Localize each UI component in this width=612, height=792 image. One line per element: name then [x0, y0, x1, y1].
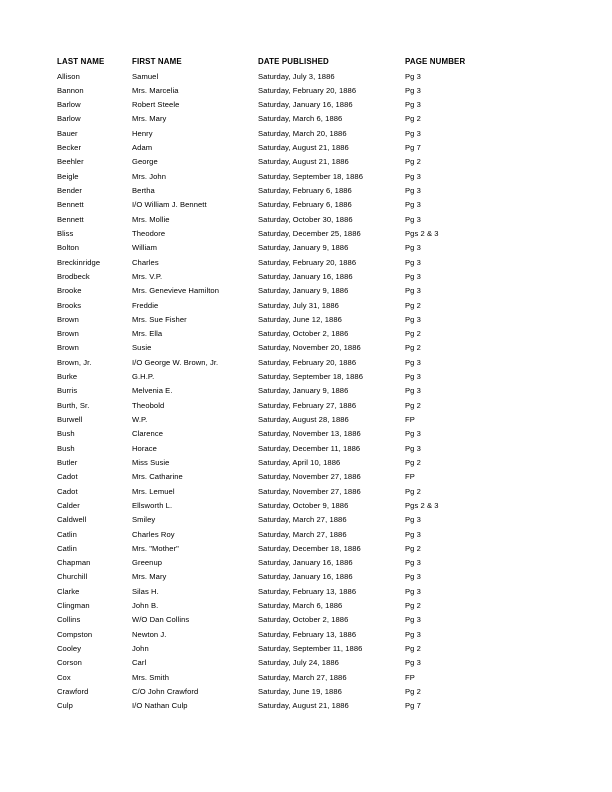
cell-first-name: Greenup: [132, 558, 163, 568]
cell-date-published: Saturday, October 2, 1886: [258, 329, 349, 339]
cell-last-name: Brooke: [57, 286, 82, 296]
table-row: [57, 384, 557, 398]
cell-date-published: Saturday, January 16, 1886: [258, 558, 353, 568]
cell-first-name: William: [132, 243, 157, 253]
cell-first-name: Theobold: [132, 400, 165, 410]
cell-last-name: Brown, Jr.: [57, 357, 92, 367]
cell-last-name: Barlow: [57, 100, 81, 110]
table-row: [57, 98, 557, 112]
table-row: [57, 270, 557, 284]
cell-last-name: Cooley: [57, 644, 82, 653]
table-row: [57, 284, 557, 298]
cell-first-name: I/O Nathan Culp: [132, 701, 188, 711]
cell-date-published: Saturday, October 2, 1886: [258, 615, 349, 625]
cell-first-name: Mrs. Ella: [132, 329, 163, 339]
table-row: [57, 542, 557, 556]
cell-last-name: Brown: [57, 343, 79, 353]
cell-page-number: Pg 2: [405, 686, 421, 696]
cell-last-name: Bolton: [57, 243, 79, 253]
cell-last-name: Burke: [57, 372, 78, 382]
cell-first-name: Miss Susie: [132, 457, 170, 467]
cell-date-published: Saturday, March 27, 1886: [258, 515, 347, 525]
cell-last-name: Beehler: [57, 157, 84, 167]
table-row: [57, 155, 557, 169]
cell-date-published: Saturday, January 9, 1886: [258, 243, 349, 253]
cell-last-name: Clingman: [57, 601, 90, 611]
cell-date-published: Saturday, August 21, 1886: [258, 701, 349, 711]
cell-last-name: Clarke: [57, 586, 80, 596]
cell-first-name: Mrs. Marcelia: [132, 85, 179, 95]
cell-page-number: Pg 3: [405, 257, 421, 267]
cell-last-name: Butler: [57, 457, 78, 467]
cell-date-published: Saturday, September 11, 1886: [258, 644, 363, 653]
table-row: [57, 570, 557, 584]
cell-first-name: Clarence: [132, 429, 163, 439]
cell-page-number: Pg 7: [405, 701, 421, 711]
cell-first-name: Mrs. John: [132, 171, 167, 181]
cell-page-number: Pg 3: [405, 572, 421, 582]
cell-first-name: W.P.: [132, 415, 148, 424]
cell-first-name: I/O William J. Bennett: [132, 200, 207, 210]
table-row: [57, 456, 557, 470]
cell-page-number: Pg 3: [405, 128, 421, 138]
table-header: [57, 54, 557, 70]
table-row: [57, 699, 557, 713]
cell-last-name: Bush: [57, 429, 75, 439]
cell-date-published: Saturday, April 10, 1886: [258, 457, 341, 467]
cell-last-name: Catlin: [57, 529, 77, 539]
cell-date-published: Saturday, November 13, 1886: [258, 429, 361, 439]
cell-date-published: Saturday, December 18, 1886: [258, 543, 361, 553]
cell-page-number: Pg 2: [405, 601, 421, 611]
cell-last-name: Churchill: [57, 572, 88, 582]
cell-first-name: Adam: [132, 143, 153, 153]
cell-last-name: Bush: [57, 443, 75, 453]
cell-date-published: Saturday, November 27, 1886: [258, 472, 361, 482]
cell-page-number: Pg 3: [405, 372, 421, 382]
table-row: [57, 227, 557, 241]
cell-first-name: John: [132, 644, 149, 653]
cell-page-number: Pg 3: [405, 357, 421, 367]
table-row: [57, 656, 557, 670]
table-row: [57, 356, 557, 370]
cell-last-name: Corson: [57, 658, 82, 668]
cell-page-number: Pg 3: [405, 386, 421, 396]
cell-page-number: Pg 2: [405, 644, 421, 653]
cell-last-name: Cadot: [57, 486, 78, 496]
table-row: [57, 184, 557, 198]
cell-date-published: Saturday, February 27, 1886: [258, 400, 357, 410]
cell-first-name: Freddie: [132, 300, 159, 310]
cell-date-published: Saturday, March 6, 1886: [258, 601, 343, 611]
cell-last-name: Culp: [57, 701, 73, 711]
cell-first-name: Melvenia E.: [132, 386, 173, 396]
cell-first-name: Mrs. Mary: [132, 572, 167, 582]
cell-page-number: Pgs 2 & 3: [405, 228, 439, 238]
cell-last-name: Bender: [57, 186, 82, 195]
cell-last-name: Burris: [57, 386, 78, 396]
cell-first-name: G.H.P.: [132, 372, 155, 382]
cell-page-number: Pg 3: [405, 515, 421, 525]
cell-first-name: Charles: [132, 257, 159, 267]
cell-first-name: C/O John Crawford: [132, 686, 199, 696]
cell-page-number: Pg 3: [405, 100, 421, 110]
table-row: [57, 442, 557, 456]
cell-page-number: Pg 2: [405, 157, 421, 167]
table-row: [57, 170, 557, 184]
cell-date-published: Saturday, January 16, 1886: [258, 100, 353, 110]
cell-page-number: Pg 3: [405, 286, 421, 296]
cell-page-number: Pg 3: [405, 214, 421, 224]
cell-page-number: Pg 2: [405, 329, 421, 339]
cell-date-published: Saturday, January 9, 1886: [258, 386, 349, 396]
cell-last-name: Calder: [57, 500, 80, 510]
cell-page-number: Pg 3: [405, 271, 421, 281]
cell-last-name: Barlow: [57, 114, 81, 124]
cell-date-published: Saturday, February 6, 1886: [258, 186, 352, 195]
cell-first-name: Samuel: [132, 71, 159, 81]
table-row: [57, 256, 557, 270]
table-row: [57, 599, 557, 613]
cell-page-number: Pg 7: [405, 143, 421, 153]
cell-page-number: Pg 3: [405, 529, 421, 539]
table-row: [57, 141, 557, 155]
cell-first-name: Theodore: [132, 228, 166, 238]
cell-page-number: Pg 3: [405, 85, 421, 95]
cell-page-number: Pg 3: [405, 615, 421, 625]
cell-date-published: Saturday, March 20, 1886: [258, 128, 347, 138]
column-header-last-name: LAST NAME: [57, 57, 105, 66]
cell-last-name: Brown: [57, 314, 79, 324]
table-row: [57, 485, 557, 499]
cell-first-name: Mrs. Smith: [132, 672, 170, 682]
cell-page-number: FP: [405, 672, 415, 682]
cell-date-published: Saturday, February 13, 1886: [258, 629, 357, 639]
cell-last-name: Breckinridge: [57, 257, 101, 267]
cell-page-number: Pg 3: [405, 558, 421, 568]
cell-date-published: Saturday, July 31, 1886: [258, 300, 339, 310]
cell-page-number: Pg 3: [405, 629, 421, 639]
cell-date-published: Saturday, March 27, 1886: [258, 529, 347, 539]
cell-date-published: Saturday, September 18, 1886: [258, 171, 363, 181]
cell-date-published: Saturday, August 21, 1886: [258, 157, 349, 167]
column-header-first-name: FIRST NAME: [132, 57, 182, 66]
cell-date-published: Saturday, December 25, 1886: [258, 228, 361, 238]
cell-page-number: Pg 2: [405, 543, 421, 553]
cell-first-name: Carl: [132, 658, 147, 668]
cell-date-published: Saturday, July 24, 1886: [258, 658, 339, 668]
cell-first-name: Horace: [132, 443, 157, 453]
cell-page-number: Pg 2: [405, 114, 421, 124]
cell-date-published: Saturday, February 20, 1886: [258, 357, 357, 367]
table-row: [57, 642, 557, 656]
cell-page-number: FP: [405, 472, 415, 482]
cell-page-number: Pg 3: [405, 314, 421, 324]
cell-page-number: Pg 2: [405, 486, 421, 496]
table-row: [57, 628, 557, 642]
cell-first-name: Mrs. V.P.: [132, 271, 163, 281]
cell-date-published: Saturday, February 20, 1886: [258, 85, 357, 95]
cell-first-name: Bertha: [132, 186, 155, 195]
cell-date-published: Saturday, July 3, 1886: [258, 71, 335, 81]
cell-last-name: Burth, Sr.: [57, 400, 90, 410]
table-row: [57, 528, 557, 542]
table-row: [57, 341, 557, 355]
column-header-page-number: PAGE NUMBER: [405, 57, 466, 66]
cell-page-number: Pg 3: [405, 658, 421, 668]
cell-first-name: Mrs. Genevieve Hamilton: [132, 286, 219, 296]
table-body: [57, 70, 557, 714]
table-row: [57, 613, 557, 627]
cell-last-name: Bennett: [57, 200, 84, 210]
cell-first-name: Smiley: [132, 515, 156, 525]
cell-date-published: Saturday, November 20, 1886: [258, 343, 361, 353]
cell-last-name: Brodbeck: [57, 271, 90, 281]
cell-first-name: Newton J.: [132, 629, 167, 639]
cell-first-name: Henry: [132, 128, 153, 138]
cell-page-number: Pg 2: [405, 343, 421, 353]
table-row: [57, 499, 557, 513]
cell-last-name: Bauer: [57, 128, 78, 138]
cell-last-name: Bennett: [57, 214, 84, 224]
cell-first-name: I/O George W. Brown, Jr.: [132, 357, 219, 367]
cell-page-number: FP: [405, 415, 415, 424]
cell-date-published: Saturday, February 13, 1886: [258, 586, 357, 596]
cell-first-name: Charles Roy: [132, 529, 175, 539]
cell-last-name: Allison: [57, 71, 80, 81]
index-table: [57, 54, 557, 714]
cell-last-name: Crawford: [57, 686, 89, 696]
cell-first-name: Mrs. Mollie: [132, 214, 170, 224]
column-header-date-published: DATE PUBLISHED: [258, 57, 329, 66]
cell-date-published: Saturday, February 20, 1886: [258, 257, 357, 267]
cell-last-name: Catlin: [57, 543, 77, 553]
cell-page-number: Pgs 2 & 3: [405, 500, 439, 510]
table-row: [57, 399, 557, 413]
table-header-row: [57, 54, 557, 70]
cell-last-name: Cadot: [57, 472, 78, 482]
table-row: [57, 671, 557, 685]
cell-first-name: Mrs. Catharine: [132, 472, 183, 482]
cell-page-number: Pg 3: [405, 429, 421, 439]
cell-date-published: Saturday, June 12, 1886: [258, 314, 342, 324]
cell-first-name: Robert Steele: [132, 100, 180, 110]
cell-page-number: Pg 3: [405, 71, 421, 81]
cell-date-published: Saturday, October 30, 1886: [258, 214, 353, 224]
cell-last-name: Becker: [57, 143, 82, 153]
cell-first-name: George: [132, 157, 158, 167]
cell-first-name: Silas H.: [132, 586, 159, 596]
cell-first-name: Mrs. Sue Fisher: [132, 314, 187, 324]
cell-date-published: Saturday, September 18, 1886: [258, 372, 363, 382]
cell-date-published: Saturday, March 6, 1886: [258, 114, 343, 124]
cell-page-number: Pg 2: [405, 457, 421, 467]
table-row: [57, 198, 557, 212]
cell-first-name: Mrs. Lemuel: [132, 486, 175, 496]
table-row: [57, 70, 557, 84]
cell-last-name: Beigle: [57, 171, 79, 181]
cell-first-name: Ellsworth L.: [132, 500, 173, 510]
cell-last-name: Compston: [57, 629, 93, 639]
cell-last-name: Brooks: [57, 300, 82, 310]
cell-page-number: Pg 3: [405, 243, 421, 253]
table-row: [57, 685, 557, 699]
cell-date-published: Saturday, December 11, 1886: [258, 443, 361, 453]
cell-first-name: W/O Dan Collins: [132, 615, 190, 625]
table-row: [57, 327, 557, 341]
table-row: [57, 370, 557, 384]
cell-date-published: Saturday, January 16, 1886: [258, 572, 353, 582]
cell-first-name: Mrs. Mary: [132, 114, 167, 124]
cell-last-name: Cox: [57, 672, 71, 682]
cell-page-number: Pg 2: [405, 300, 421, 310]
cell-date-published: Saturday, October 9, 1886: [258, 500, 349, 510]
cell-date-published: Saturday, January 9, 1886: [258, 286, 349, 296]
cell-page-number: Pg 2: [405, 400, 421, 410]
cell-page-number: Pg 3: [405, 171, 421, 181]
cell-last-name: Bliss: [57, 228, 74, 238]
cell-date-published: Saturday, February 6, 1886: [258, 200, 352, 210]
cell-date-published: Saturday, August 28, 1886: [258, 415, 349, 424]
cell-last-name: Collins: [57, 615, 81, 625]
cell-first-name: Susie: [132, 343, 152, 353]
table-row: [57, 241, 557, 255]
cell-last-name: Burwell: [57, 415, 83, 424]
cell-date-published: Saturday, January 16, 1886: [258, 271, 353, 281]
table-row: [57, 585, 557, 599]
table-row: [57, 513, 557, 527]
table-row: [57, 112, 557, 126]
cell-first-name: John B.: [132, 601, 159, 611]
table-row: [57, 427, 557, 441]
cell-date-published: Saturday, August 21, 1886: [258, 143, 349, 153]
table-row: [57, 127, 557, 141]
cell-date-published: Saturday, March 27, 1886: [258, 672, 347, 682]
cell-last-name: Caldwell: [57, 515, 87, 525]
table-row: [57, 299, 557, 313]
table-row: [57, 413, 557, 427]
cell-page-number: Pg 3: [405, 186, 421, 195]
table-row: [57, 213, 557, 227]
table-row: [57, 84, 557, 98]
cell-date-published: Saturday, November 27, 1886: [258, 486, 361, 496]
cell-last-name: Chapman: [57, 558, 91, 568]
cell-date-published: Saturday, June 19, 1886: [258, 686, 342, 696]
cell-last-name: Brown: [57, 329, 79, 339]
cell-last-name: Bannon: [57, 85, 84, 95]
table-row: [57, 556, 557, 570]
table-row: [57, 313, 557, 327]
cell-page-number: Pg 3: [405, 443, 421, 453]
cell-page-number: Pg 3: [405, 586, 421, 596]
cell-first-name: Mrs. "Mother": [132, 543, 179, 553]
cell-page-number: Pg 3: [405, 200, 421, 210]
table-row: [57, 470, 557, 484]
